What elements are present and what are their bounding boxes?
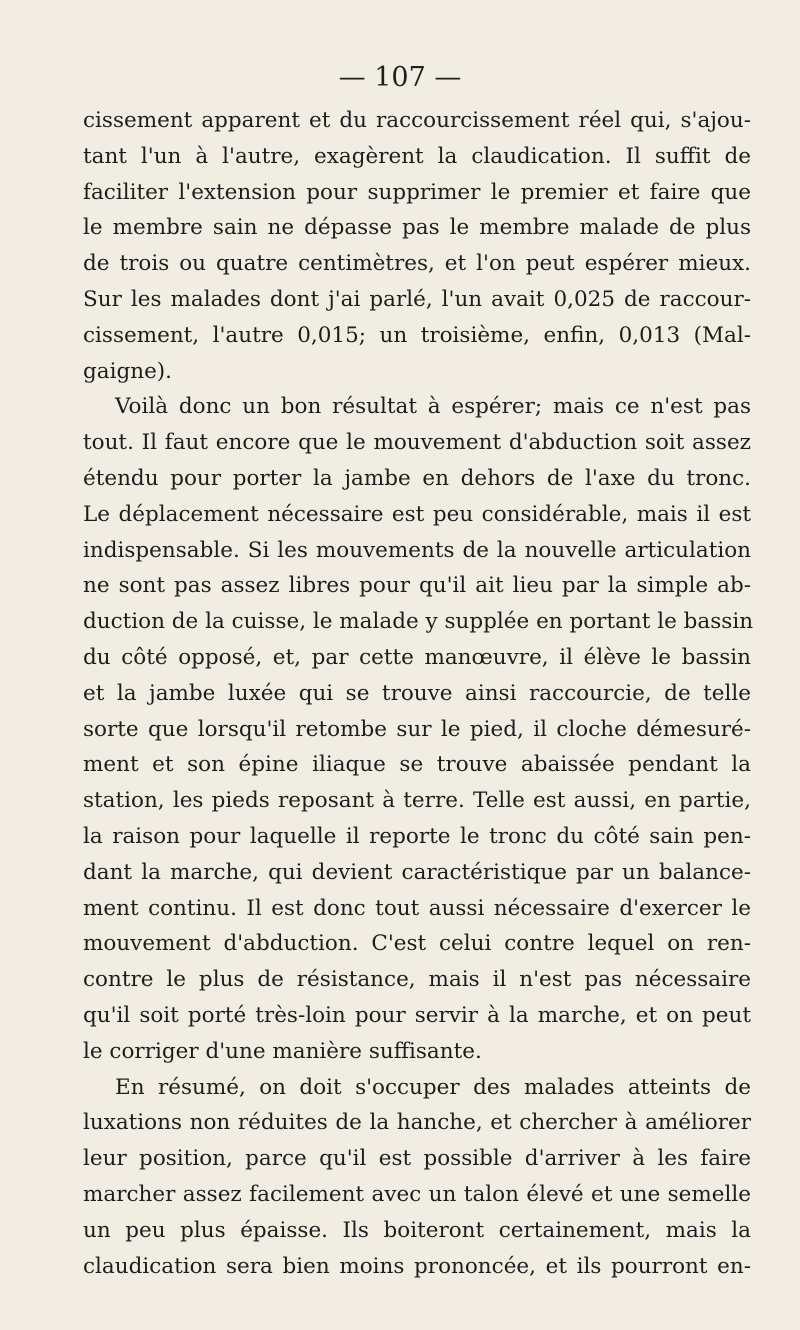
text-line: de trois ou quatre centimètres, et l'on peut espérer mieux. [83, 251, 751, 277]
text-line: la raison pour laquelle il reporte le tronc du côté sain pen- [83, 823, 751, 849]
text-line: cissement, l'autre 0,015; un troisième, enfin, 0,013 (Mal- [83, 322, 751, 348]
text-line: le membre sain ne dépasse pas le membre malade de plus [83, 215, 751, 241]
text-line: Sur les malades dont j'ai parlé, l'un avait 0,025 de raccour- [83, 286, 751, 312]
text-line: mouvement d'abduction. C'est celui contre lequel on ren- [83, 931, 751, 957]
text-line: sorte que lorsqu'il retombe sur le pied, il cloche démesuré- [83, 716, 751, 742]
text-line: ne sont pas assez libres pour qu'il ait lieu par la simple ab- [83, 573, 751, 599]
text-line: claudication sera bien moins prononcée, et ils pourront en- [83, 1253, 751, 1279]
text-line: qu'il soit porté très-loin pour servir à la marche, et on peut [83, 1002, 751, 1028]
text-line: gaigne). [83, 358, 173, 384]
text-line: leur position, parce qu'il est possible d'arriver à les faire [83, 1146, 751, 1172]
text-line: tout. Il faut encore que le mouvement d'abduction soit assez [83, 430, 751, 456]
text-line: ment continu. Il est donc tout aussi nécessaire d'exercer le [83, 895, 751, 921]
text-line: dant la marche, qui devient caractéristique par un balance- [83, 859, 751, 885]
text-line: un peu plus épaisse. Ils boiteront certainement, mais la [83, 1217, 751, 1243]
text-line: Le déplacement nécessaire est peu considérable, mais il est [83, 501, 751, 527]
text-line: étendu pour porter la jambe en dehors de l'axe du tronc. [83, 465, 751, 491]
text-line: faciliter l'extension pour supprimer le premier et faire que [83, 179, 751, 205]
page-number: — 107 — [338, 62, 462, 93]
text-line: le corriger d'une manière suffisante. [83, 1038, 482, 1064]
text-line: cissement apparent et du raccourcissement réel qui, s'ajou- [83, 108, 751, 133]
text-line: contre le plus de résistance, mais il n'est pas nécessaire [83, 967, 751, 993]
text-line: indispensable. Si les mouvements de la nouvelle articulation [83, 537, 751, 563]
text-line: tant l'un à l'autre, exagèrent la claudication. Il suffit de [83, 143, 751, 169]
body-text [83, 103, 754, 1284]
text-line: Voilà donc un bon résultat à espérer; mais ce n'est pas [115, 394, 751, 420]
text-line: marcher assez facilement avec un talon élevé et une semelle [83, 1181, 751, 1207]
text-line: et la jambe luxée qui se trouve ainsi raccourcie, de telle [83, 680, 751, 706]
text-line: duction de la cuisse, le malade y supplée en portant le bassin [83, 609, 754, 635]
text-line: ment et son épine iliaque se trouve abaissée pendant la [83, 752, 751, 778]
text-line: luxations non réduites de la hanche, et chercher à améliorer [83, 1110, 751, 1136]
text-line: du côté opposé, et, par cette manœuvre, il élève le bassin [83, 644, 751, 670]
text-line: En résumé, on doit s'occuper des malades atteints de [115, 1074, 751, 1100]
text-line: station, les pieds reposant à terre. Telle est aussi, en partie, [83, 788, 751, 814]
